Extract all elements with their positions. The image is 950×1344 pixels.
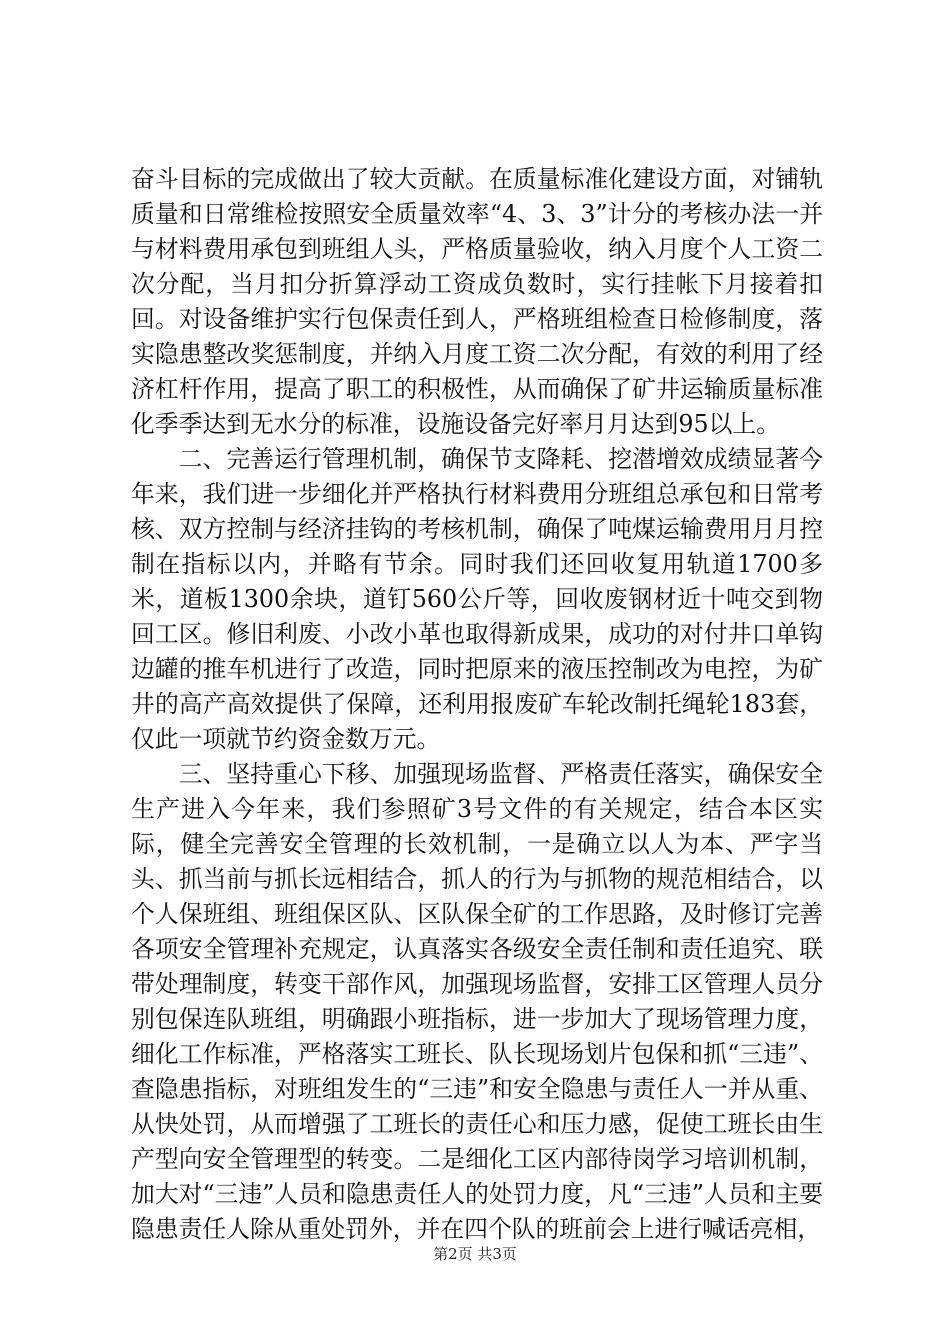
page-footer: 第2页 共3页	[433, 1245, 517, 1263]
paragraph-1: 奋斗目标的完成做出了较大贡献。在质量标准化建设方面，对铺轨质量和日常维检按照安全质量效率“4、3、3”计分的考核办法一并与材料费用承包到班组人头，严格质量验收，纳入月度个人工资二次分配，当月扣分折算浮动工资成负数时，实行挂帐下月接着扣回。对设备维护实行包保责任到人，严格班组检查日检修制度，落实隐患整改奖惩制度，并纳入月度工资二次分配，有效的利用了经济杠杆作用，提高了职工的积极性，从而确保了矿井运输质量标准化季季达到无水分的标准，设施设备完好率月月达到95以上。	[131, 165, 823, 438]
document-body	[131, 162, 823, 1247]
paragraph-3: 三、坚持重心下移、加强现场监督、严格责任落实，确保安全生产进入今年来，我们参照矿3号文件的有关规定，结合本区实际，健全完善安全管理的长效机制，一是确立以人为本、严字当头、抓当前与抓长远相结合，抓人的行为与抓物的规范相结合，以个人保班组、班组保区队、区队保全矿的工作思路，及时修订完善各项安全管理补充规定，认真落实各级安全责任制和责任追究、联带处理制度，转变干部作风，加强现场监督，安排工区管理人员分别包保连队班组，明确跟小班指标，进一步加大了现场管理力度，细化工作标准，严格落实工班长、队长现场划片包保和抓“三违”、查隐患指标，对班组发生的“三违”和安全隐患与责任人一并从重、从快处罚，从而增强了工班长的责任心和压力感，促使工班长由生产型向安全管理型的转变。二是细化工区内部待岗学习培训机制，加大对“三违”人员和隐患责任人的处罚力度，凡“三违”人员和主要隐患责任人除从重处罚外，并在四个队的班前会上进行喊话亮相，	[131, 760, 823, 1243]
paragraph-2: 二、完善运行管理机制，确保节支降耗、挖潜增效成绩显著今年来，我们进一步细化并严格执行材料费用分班组总承包和日常考核、双方控制与经济挂钩的考核机制，确保了吨煤运输费用月月控制在指标以内，并略有节余。同时我们还回收复用轨道1700多米，道板1300余块，道钉560公斤等，回收废钢材近十吨交到物回工区。修旧利废、小改小革也取得新成果，成功的对付井口单钩边罐的推车机进行了改造，同时把原来的液压控制改为电控，为矿井的高产高效提供了保障，还利用报废矿车轮改制托绳轮183套，仅此一项就节约资金数万元。	[131, 445, 823, 753]
